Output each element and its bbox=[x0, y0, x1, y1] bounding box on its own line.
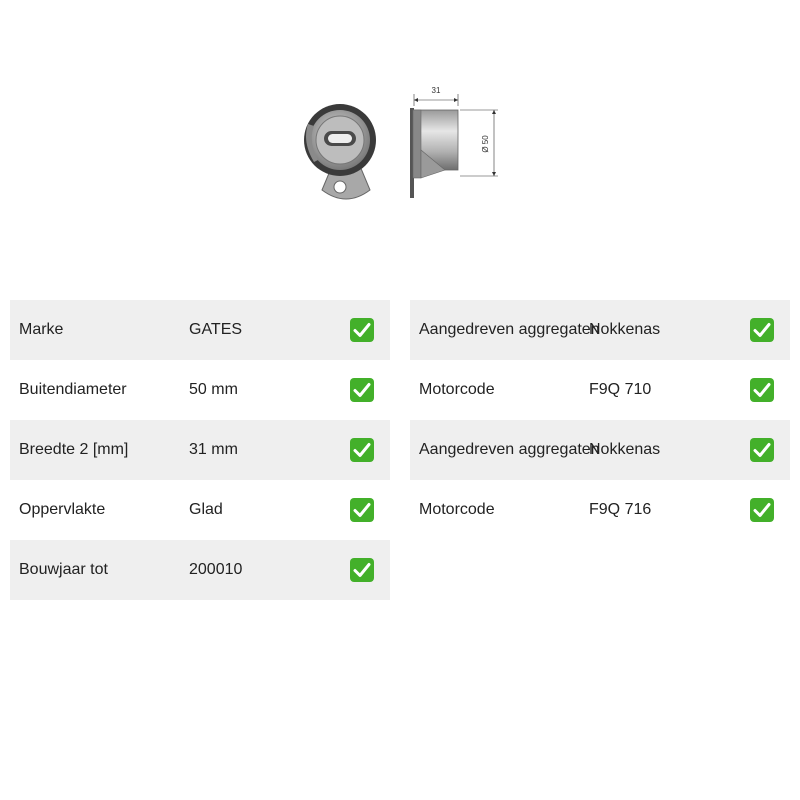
spec-table-right bbox=[410, 300, 790, 540]
product-image bbox=[300, 80, 505, 205]
spec-label: Aangedreven aggregaten bbox=[419, 321, 600, 338]
spec-value: 50 mm bbox=[189, 381, 238, 398]
spec-label: Motorcode bbox=[419, 381, 495, 398]
spec-value: 31 mm bbox=[189, 441, 238, 458]
spec-label: Bouwjaar tot bbox=[19, 561, 108, 578]
check-icon bbox=[750, 498, 774, 522]
check-icon bbox=[750, 378, 774, 402]
spec-row-motorcode bbox=[410, 480, 790, 540]
spec-label: Marke bbox=[19, 321, 64, 338]
spec-value: Glad bbox=[189, 501, 223, 518]
spec-row-aangedreven-aggregaten bbox=[410, 300, 790, 360]
check-icon bbox=[350, 318, 374, 342]
spec-row-aangedreven-aggregaten bbox=[410, 420, 790, 480]
spec-label: Oppervlakte bbox=[19, 501, 106, 518]
spec-table-left bbox=[10, 300, 390, 600]
spec-row-bouwjaar-tot bbox=[10, 540, 390, 600]
check-icon bbox=[350, 438, 374, 462]
spec-value: F9Q 716 bbox=[589, 501, 652, 518]
dimension-width-label: 31 bbox=[431, 86, 441, 95]
check-icon bbox=[350, 498, 374, 522]
spec-row-buitendiameter bbox=[10, 360, 390, 420]
spec-row-motorcode bbox=[410, 360, 790, 420]
spec-value: GATES bbox=[189, 321, 243, 338]
check-icon bbox=[750, 318, 774, 342]
check-icon bbox=[350, 378, 374, 402]
check-icon bbox=[350, 558, 374, 582]
spec-value: 200010 bbox=[189, 561, 243, 578]
spec-label: Buitendiameter bbox=[19, 381, 127, 398]
spec-label: Aangedreven aggregaten bbox=[419, 441, 600, 458]
spec-value: F9Q 710 bbox=[589, 381, 652, 398]
spec-value: Nokkenas bbox=[589, 321, 661, 338]
spec-row-breedte bbox=[10, 420, 390, 480]
spec-row-oppervlakte bbox=[10, 480, 390, 540]
spec-value: Nokkenas bbox=[589, 441, 661, 458]
spec-label: Motorcode bbox=[419, 501, 495, 518]
spec-label: Breedte 2 [mm] bbox=[19, 441, 129, 458]
dimension-diameter-label: Ø 50 bbox=[481, 135, 490, 153]
spec-row-marke bbox=[10, 300, 390, 360]
check-icon bbox=[750, 438, 774, 462]
